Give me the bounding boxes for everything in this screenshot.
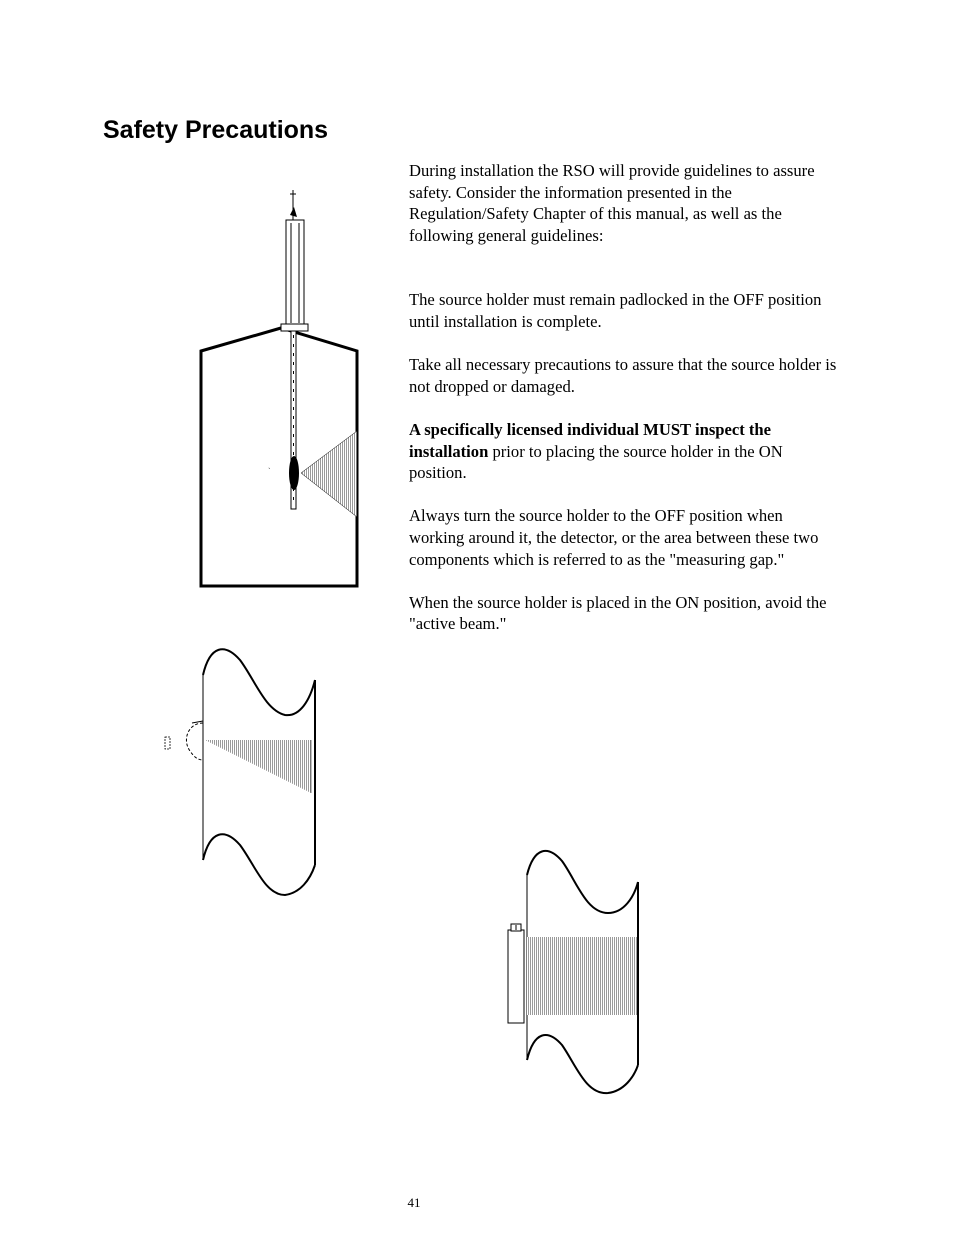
pipe-with-strip-source-icon xyxy=(500,845,650,1100)
padlock-paragraph: The source holder must remain padlocked in the OFF position until installation is complete. xyxy=(409,290,822,331)
intro-paragraph: During installation the RSO will provide guidelines to assure safety. Consider the information presented in the Regulation/Safety Chapter of this manual, as well as the following general guidelines: xyxy=(409,161,815,245)
svg-text:`: ` xyxy=(268,468,271,475)
text-column xyxy=(409,160,839,635)
active-beam-paragraph: When the source holder is placed in the ON position, avoid the "active beam." xyxy=(409,592,827,634)
vessel-with-dip-tube-source-icon xyxy=(190,185,370,595)
precautions-paragraph: Take all necessary precautions to assure that the source holder is not dropped or damaged. xyxy=(409,355,837,396)
inspect-rest-text: prior to placing the source holder in the ON position. xyxy=(409,441,783,483)
off-position-paragraph: Always turn the source holder to the OFF position when working around it, the detector, or the area between these two components which is referred to as the "measuring gap." xyxy=(409,506,819,569)
inspect-paragraph xyxy=(409,419,839,484)
page-number: 41 xyxy=(407,1195,421,1210)
page-title: Safety Precautions xyxy=(103,116,329,144)
pipe-with-point-source-icon xyxy=(160,645,330,900)
inspect-bold-text: A specifically licensed individual MUST inspect the installation xyxy=(409,419,772,461)
